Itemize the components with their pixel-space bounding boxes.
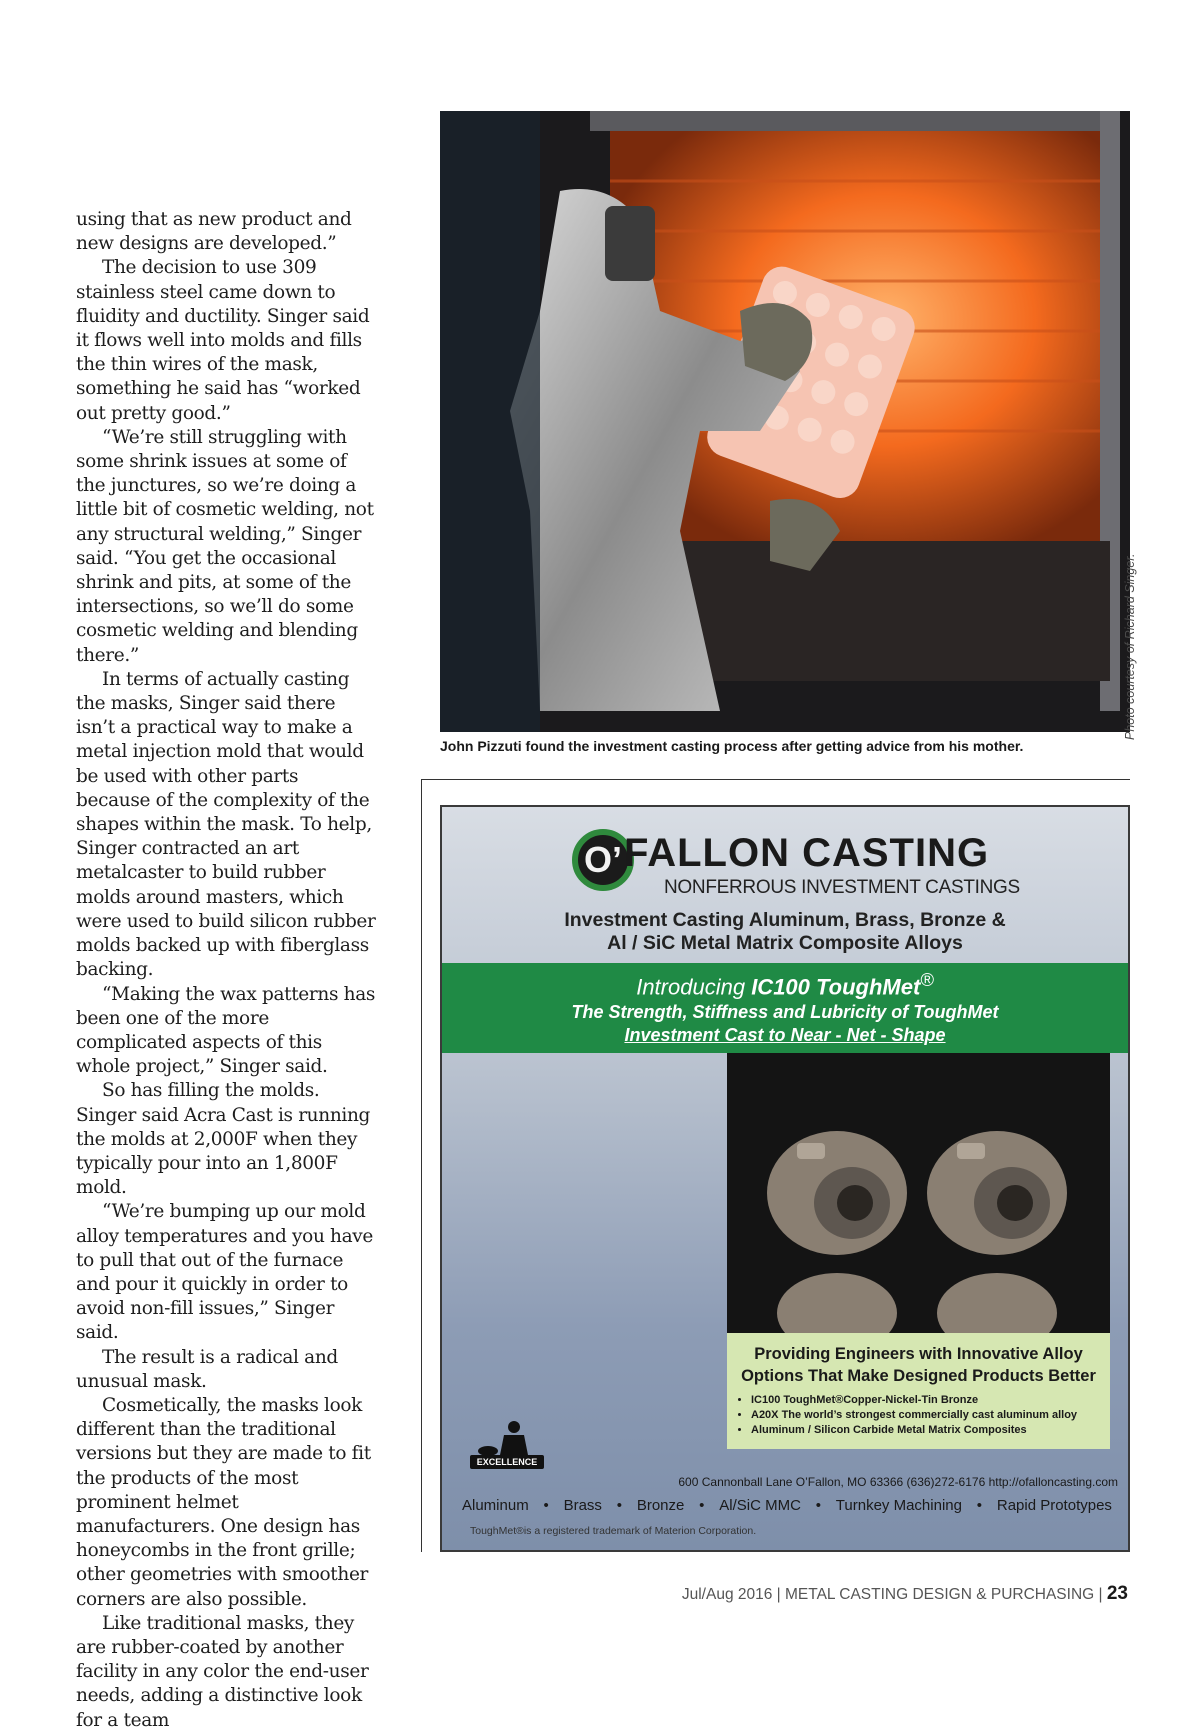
photo-caption: John Pizzuti found the investment casting process after getting advice from his mother. [440,738,1024,754]
article-paragraph: In terms of actually casting the masks, Singer said there isn’t a practical way to make a metal injection mold that would be used with other parts because of the complexity of the shapes within the mask. To help, Singer contracted an art metalcaster to build rubber molds around masters, which were used to build silicon rubber molds backed up with fiberglass backing. [76,668,376,981]
excellence-badge: EXCELLENCE [470,1455,544,1469]
benefit-item: • Aluminum / Silicon Carbide Metal Matrix Composites [751,1423,1104,1438]
article-column [76,208,376,1733]
registered-mark: ® [920,969,934,990]
footer-divider: | [1098,1586,1107,1603]
ad-trademark-note: ToughMet®is a registered trademark of Materion Corporation. [470,1525,757,1537]
ad-frame-top-rule [421,779,1130,780]
service-separator: • [976,1497,983,1514]
ad-tagline: The Strength, Stiffness and Lubricity of ToughMet [571,1002,999,1023]
service-item: Aluminum [462,1497,529,1514]
article-paragraph: “We’re bumping up our mold alloy temperatures and you have to pull that out of the furnace and pour it quickly in order to avoid non-fill issues,” Singer said. [76,1201,373,1344]
ad-frame-left-rule [421,779,422,1552]
ad-intro-lines [442,909,1128,955]
photo-credit: Photo courtesy of Richard Singer. [1123,553,1137,740]
benefit-item: • IC100 ToughMet®Copper-Nickel-Tin Bronze [751,1393,1104,1408]
ad-services-list [462,1497,1112,1514]
service-item: Bronze [636,1497,685,1514]
article-paragraph: “Making the wax patterns has been one of the more complicated aspects of this whole project,” Singer said. [76,983,376,1078]
article-paragraph: The result is a radical and unusual mask. [76,1346,338,1392]
service-item: Brass [563,1497,602,1514]
ad-benefits-box [727,1333,1110,1449]
article-paragraph: using that as new product and new designs are developed.” [76,209,352,255]
benefits-title: Providing Engineers with Innovative Alloy Options That Make Designed Products Better [741,1345,1096,1385]
service-item: Al/SiC MMC [719,1497,801,1514]
service-separator: • [815,1497,821,1514]
logo-letter: O’ [583,839,622,880]
furnace-photo [440,111,1130,732]
ad-green-band [442,963,1128,1053]
ad-line-1: Investment Casting Aluminum, Brass, Bronze & [564,909,1006,931]
service-separator: • [543,1497,549,1514]
article-paragraph: Cosmetically, the masks look different than the traditional versions but they are made to fit the products of the most prominent helmet manufacturers. One design has honeycombs in the front grille; other geometries with smoother corners are also possible. [76,1394,371,1610]
ad-brand-name: FALLON CASTING [624,831,990,875]
intro-product: IC100 ToughMet [751,974,921,1000]
benefit-item: • A20X The world’s strongest commercially cast aluminum alloy [751,1408,1104,1423]
ad-contact-address: 600 Cannonball Lane O’Fallon, MO 63366 (636)272-6176 http://ofalloncasting.com [678,1475,1118,1489]
page-footer [682,1583,1128,1605]
cast-parts-photo [727,1053,1110,1333]
service-separator: • [616,1497,622,1514]
article-paragraph: The decision to use 309 stainless steel came down to fluidity and ductility. Singer said it flows well into molds and fills the thin wires of the mask, something he said has “worked out pretty good.” [76,257,370,424]
article-paragraph: Like traditional masks, they are rubber-coated by another facility in any color the end-user needs, adding a distinctive look for a team [76,1612,369,1731]
ad-line-2: Al / SiC Metal Matrix Composite Alloys [607,932,963,954]
intro-prefix: Introducing [636,974,746,1000]
ofallon-casting-advertisement [440,805,1130,1552]
benefits-list [733,1393,1104,1438]
service-item: Rapid Prototypes [996,1497,1112,1514]
footer-issue: Jul/Aug 2016 [681,1586,773,1603]
ad-logo [572,821,1020,901]
ad-brand-subtitle: NONFERROUS INVESTMENT CASTINGS [664,877,1020,898]
service-separator: • [699,1497,705,1514]
article-paragraph: So has filling the molds. Singer said Acra Cast is running the molds at 2,000F when they typically pour into an 1,800F mold. [76,1080,371,1199]
ad-introducing-line [442,969,1128,1000]
article-paragraph: “We’re still struggling with some shrink issues at some of the junctures, so we’re doing a little bit of cosmetic welding, not any structural welding,” Singer said. “You get the occasional shrink and pits, at some of the intersections, so we’ll do some cosmetic welding and blending there.” [76,426,374,666]
footer-magazine: METAL CASTING DESIGN & PURCHASING [785,1586,1095,1603]
footer-divider: | [776,1586,786,1603]
ad-tagline-2: Investment Cast to Near - Net - Shape [624,1025,946,1046]
page-number: 23 [1106,1583,1128,1604]
service-item: Turnkey Machining [835,1497,962,1514]
excellence-logo [470,1419,544,1469]
